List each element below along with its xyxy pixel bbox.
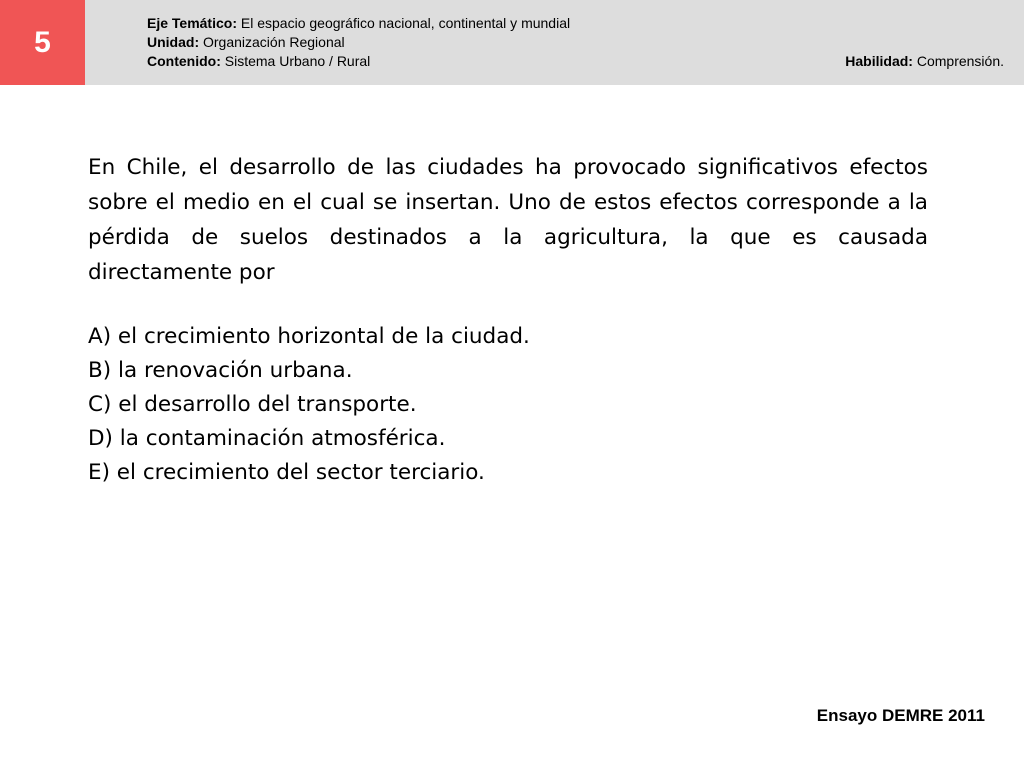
question-number-badge: [0, 0, 85, 85]
contenido-value: Sistema Urbano / Rural: [224, 53, 371, 69]
habilidad-line: [845, 52, 1004, 71]
unidad-label: Unidad:: [147, 34, 200, 50]
eje-tematico-line: [147, 14, 570, 33]
option-d: D) la contaminación atmosférica.: [88, 426, 446, 451]
option-c: C) el desarrollo del transporte.: [88, 392, 417, 417]
contenido-line: [147, 52, 570, 71]
option-e: E) el crecimiento del sector terciario.: [88, 460, 485, 485]
question-metadata: [147, 14, 570, 71]
unidad-line: [147, 33, 570, 52]
unidad-value: Organización Regional: [203, 34, 345, 50]
eje-tematico-value: El espacio geográfico nacional, continental y mundial: [240, 15, 571, 31]
answer-options: [88, 320, 928, 490]
source-footer: Ensayo DEMRE 2011: [816, 706, 985, 725]
option-a: A) el crecimiento horizontal de la ciudad.: [88, 324, 530, 349]
question-stem: En Chile, el desarrollo de las ciudades ha provocado significativos efectos sobre el medio en el cual se insertan. Uno de estos efectos corresponde a la pérdida de suelos destinados a la agricultura, la que es causada directamente por: [88, 155, 928, 285]
contenido-label: Contenido:: [147, 53, 221, 69]
question-number: 5: [34, 25, 51, 59]
header-bar: [0, 0, 1024, 85]
habilidad-label: Habilidad:: [845, 53, 913, 69]
habilidad-value: Comprensión.: [916, 53, 1004, 69]
eje-tematico-label: Eje Temático:: [147, 15, 237, 31]
option-b: B) la renovación urbana.: [88, 358, 353, 383]
